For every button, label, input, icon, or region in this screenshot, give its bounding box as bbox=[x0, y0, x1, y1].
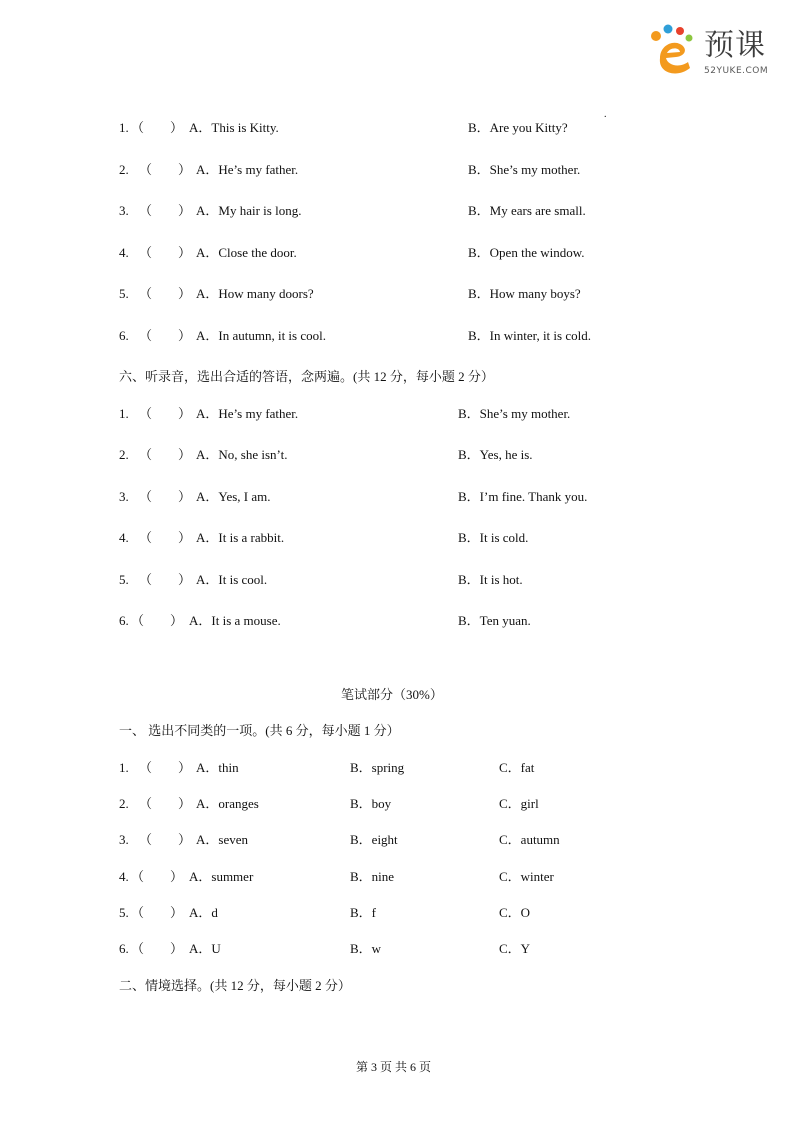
page-footer: 第 3 页 共 6 页 bbox=[356, 1060, 432, 1074]
option-b: B．f bbox=[350, 905, 377, 920]
option-c: C．O bbox=[499, 905, 531, 920]
item-number: 2. bbox=[119, 447, 129, 462]
answer-bracket[interactable]: （ ） bbox=[131, 905, 184, 920]
option-b: B．Are you Kitty? bbox=[468, 120, 568, 135]
item-number: 4. bbox=[119, 530, 129, 545]
item-number: 4. bbox=[119, 245, 129, 260]
option-b: B．spring bbox=[350, 760, 405, 775]
option-b: B．nine bbox=[350, 869, 395, 884]
option-a: A．No, she isn’t. bbox=[196, 447, 288, 462]
option-b: B．My ears are small. bbox=[468, 203, 586, 218]
item-number: 4. bbox=[119, 869, 129, 884]
section-heading: 二、情境选择。(共 12 分，每小题 2 分） bbox=[119, 978, 351, 993]
option-b: B．eight bbox=[350, 832, 398, 847]
answer-bracket[interactable]: （ ） bbox=[139, 245, 192, 260]
option-a: A．Yes, I am. bbox=[196, 489, 271, 504]
brand-logo bbox=[646, 22, 776, 82]
section-heading: 一、 选出不同类的一项。(共 6 分，每小题 1 分） bbox=[119, 723, 400, 738]
answer-bracket[interactable]: （ ） bbox=[131, 941, 184, 956]
item-number: 6. bbox=[119, 941, 129, 956]
answer-bracket[interactable]: （ ） bbox=[131, 869, 184, 884]
item-number: 3. bbox=[119, 832, 129, 847]
option-a: A．Close the door. bbox=[196, 245, 297, 260]
section-heading: 六、听录音，选出合适的答语，念两遍。(共 12 分，每小题 2 分） bbox=[119, 369, 494, 384]
option-a: A．In autumn, it is cool. bbox=[196, 328, 326, 343]
item-number: 5. bbox=[119, 905, 129, 920]
option-b: B．She’s my mother. bbox=[468, 162, 581, 177]
logo-domain: 52YUKE.COM bbox=[704, 66, 769, 76]
item-number: 5. bbox=[119, 572, 129, 587]
answer-bracket[interactable]: （ ） bbox=[139, 832, 192, 847]
option-c: C．winter bbox=[499, 869, 554, 884]
answer-bracket[interactable]: （ ） bbox=[139, 406, 192, 421]
answer-bracket[interactable]: （ ） bbox=[139, 796, 192, 811]
option-c: C．girl bbox=[499, 796, 539, 811]
option-b: B．boy bbox=[350, 796, 392, 811]
option-a: A．This is Kitty. bbox=[189, 120, 279, 135]
option-b: B．Yes, he is. bbox=[458, 447, 533, 462]
item-number: 3. bbox=[119, 489, 129, 504]
answer-bracket[interactable]: （ ） bbox=[131, 613, 184, 628]
answer-bracket[interactable]: （ ） bbox=[139, 447, 192, 462]
answer-bracket[interactable]: （ ） bbox=[131, 120, 184, 135]
option-a: A．It is cool. bbox=[196, 572, 268, 587]
option-c: C．Y bbox=[499, 941, 531, 956]
option-a: A．He’s my father. bbox=[196, 406, 299, 421]
logo-e-icon bbox=[646, 22, 704, 80]
option-c: C．autumn bbox=[499, 832, 560, 847]
item-number: 2. bbox=[119, 796, 129, 811]
option-b: B．It is hot. bbox=[458, 572, 523, 587]
option-a: A．It is a mouse. bbox=[189, 613, 281, 628]
option-a: A．oranges bbox=[196, 796, 259, 811]
option-b: B．How many boys? bbox=[468, 286, 581, 301]
item-number: 1. bbox=[119, 760, 129, 775]
option-a: A．d bbox=[189, 905, 218, 920]
option-c: C．fat bbox=[499, 760, 535, 775]
option-b: B．It is cold. bbox=[458, 530, 529, 545]
item-number: 1. bbox=[119, 406, 129, 421]
answer-bracket[interactable]: （ ） bbox=[139, 162, 192, 177]
logo-name: 预课 bbox=[704, 28, 766, 63]
option-a: A．He’s my father. bbox=[196, 162, 299, 177]
option-a: A．It is a rabbit. bbox=[196, 530, 285, 545]
answer-bracket[interactable]: （ ） bbox=[139, 530, 192, 545]
option-b: B．I’m fine. Thank you. bbox=[458, 489, 588, 504]
option-b: B．Open the window. bbox=[468, 245, 585, 260]
option-b: B．w bbox=[350, 941, 382, 956]
item-number: 1. bbox=[119, 120, 129, 135]
option-a: A．thin bbox=[196, 760, 239, 775]
option-a: A．How many doors? bbox=[196, 286, 314, 301]
written-part-title: 笔试部分（30%） bbox=[341, 687, 443, 702]
item-number: 3. bbox=[119, 203, 129, 218]
option-a: A．seven bbox=[196, 832, 248, 847]
answer-bracket[interactable]: （ ） bbox=[139, 203, 192, 218]
answer-bracket[interactable]: （ ） bbox=[139, 489, 192, 504]
option-a: A．U bbox=[189, 941, 221, 956]
item-number: 6. bbox=[119, 328, 129, 343]
option-b: B．Ten yuan. bbox=[458, 613, 531, 628]
option-a: A．summer bbox=[189, 869, 254, 884]
answer-bracket[interactable]: （ ） bbox=[139, 286, 192, 301]
answer-bracket[interactable]: （ ） bbox=[139, 760, 192, 775]
stray-dot: . bbox=[604, 109, 607, 120]
answer-bracket[interactable]: （ ） bbox=[139, 328, 192, 343]
item-number: 6. bbox=[119, 613, 129, 628]
option-b: B．She’s my mother. bbox=[458, 406, 571, 421]
answer-bracket[interactable]: （ ） bbox=[139, 572, 192, 587]
item-number: 2. bbox=[119, 162, 129, 177]
option-a: A．My hair is long. bbox=[196, 203, 302, 218]
item-number: 5. bbox=[119, 286, 129, 301]
option-b: B．In winter, it is cold. bbox=[468, 328, 591, 343]
